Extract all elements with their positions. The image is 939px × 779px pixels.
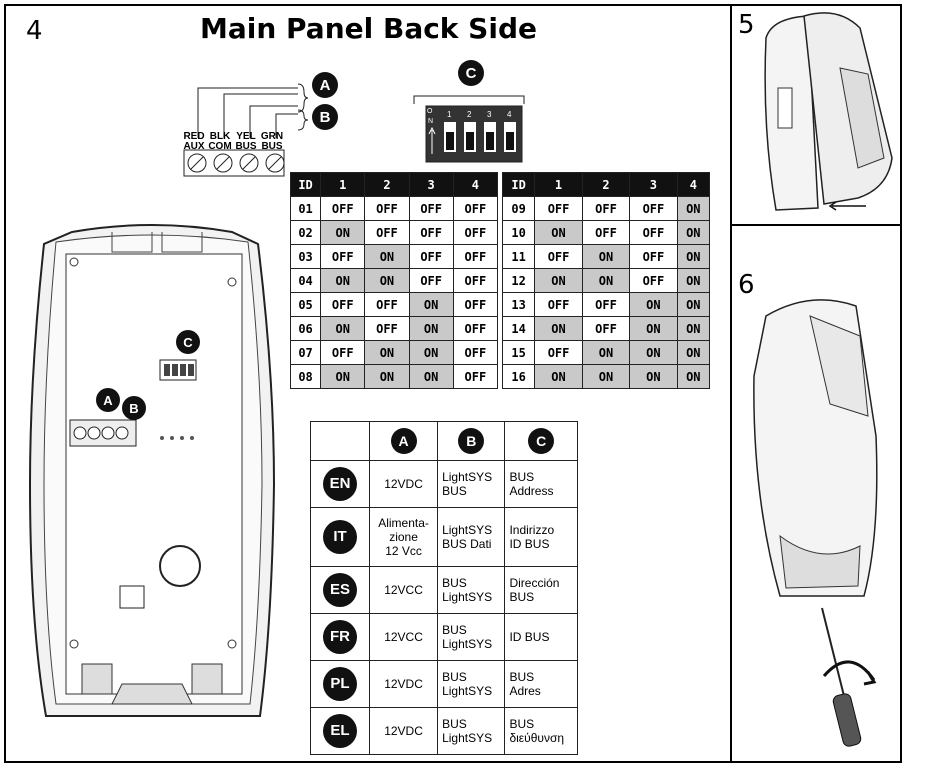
language-row xyxy=(311,708,578,755)
switch-state-cell: ON xyxy=(321,365,365,389)
switch-state-cell: ON xyxy=(677,245,709,269)
switch-state-cell: ON xyxy=(409,365,453,389)
id-table-row xyxy=(291,245,498,269)
switch-state-cell: OFF xyxy=(630,245,677,269)
switch-state-cell: ON xyxy=(630,317,677,341)
switch-state-cell: OFF xyxy=(535,245,582,269)
language-badge: PL xyxy=(323,667,357,701)
language-value-a: Alimenta- zione 12 Vcc xyxy=(370,508,438,567)
id-table-row xyxy=(291,341,498,365)
language-badge: ES xyxy=(323,573,357,607)
id-table-header-cell: 3 xyxy=(409,173,453,197)
id-table-row xyxy=(503,293,710,317)
language-row xyxy=(311,614,578,661)
language-table-header-row xyxy=(311,422,578,461)
id-table-header-cell: 2 xyxy=(582,173,629,197)
switch-state-cell: OFF xyxy=(582,293,629,317)
switch-state-cell: OFF xyxy=(365,221,409,245)
language-cell xyxy=(311,461,370,508)
id-table-header-cell: 4 xyxy=(453,173,497,197)
switch-state-cell: OFF xyxy=(453,317,497,341)
switch-state-cell: ON xyxy=(677,341,709,365)
switch-state-cell: ON xyxy=(535,269,582,293)
main-panel-illustration xyxy=(22,224,284,734)
switch-state-cell: OFF xyxy=(409,197,453,221)
dip-number-2: 2 xyxy=(467,110,472,119)
step-5-number: 5 xyxy=(738,10,755,40)
language-badge: IT xyxy=(323,520,357,554)
switch-state-cell: OFF xyxy=(453,245,497,269)
id-table-row xyxy=(291,269,498,293)
language-cell xyxy=(311,661,370,708)
terminal-label-1: RED AUX xyxy=(183,131,205,152)
id-cell: 05 xyxy=(291,293,321,317)
switch-state-cell: OFF xyxy=(365,293,409,317)
switch-state-cell: OFF xyxy=(630,269,677,293)
switch-state-cell: ON xyxy=(535,365,582,389)
language-cell xyxy=(311,567,370,614)
switch-state-cell: ON xyxy=(535,221,582,245)
language-table-header-cell xyxy=(370,422,438,461)
switch-state-cell: OFF xyxy=(453,365,497,389)
id-table-header-cell: 1 xyxy=(535,173,582,197)
switch-state-cell: ON xyxy=(365,365,409,389)
id-table-right xyxy=(502,172,710,389)
switch-state-cell: ON xyxy=(677,221,709,245)
language-value-c: BUS Address xyxy=(505,461,578,508)
language-value-b: BUS LightSYS xyxy=(438,661,505,708)
id-cell: 02 xyxy=(291,221,321,245)
switch-state-cell: ON xyxy=(630,293,677,317)
language-value-a: 12VDC xyxy=(370,661,438,708)
column-callout: A xyxy=(391,428,417,454)
dip-number-4: 4 xyxy=(507,110,512,119)
switch-state-cell: OFF xyxy=(535,341,582,365)
id-cell: 10 xyxy=(503,221,535,245)
language-table-header-cell xyxy=(505,422,578,461)
switch-state-cell: OFF xyxy=(630,221,677,245)
switch-state-cell: ON xyxy=(630,341,677,365)
id-table-header-cell: ID xyxy=(291,173,321,197)
id-table-row xyxy=(503,245,710,269)
id-cell: 13 xyxy=(503,293,535,317)
id-table-header-row xyxy=(503,173,710,197)
id-table-left xyxy=(290,172,498,389)
id-cell: 12 xyxy=(503,269,535,293)
language-table-corner xyxy=(311,422,370,461)
language-row xyxy=(311,508,578,567)
language-value-c: BUS διεύθυνση xyxy=(505,708,578,755)
id-cell: 14 xyxy=(503,317,535,341)
language-value-a: 12VCC xyxy=(370,614,438,661)
switch-state-cell: OFF xyxy=(365,197,409,221)
id-cell: 03 xyxy=(291,245,321,269)
panel-callout-b: B xyxy=(122,396,146,420)
switch-state-cell: OFF xyxy=(630,197,677,221)
switch-state-cell: OFF xyxy=(321,293,365,317)
switch-state-cell: ON xyxy=(409,317,453,341)
terminal-label-3: YEL BUS xyxy=(235,131,257,152)
switch-state-cell: OFF xyxy=(453,269,497,293)
language-value-c: Indirizzo ID BUS xyxy=(505,508,578,567)
switch-state-cell: OFF xyxy=(453,221,497,245)
id-table-header-cell: 2 xyxy=(365,173,409,197)
switch-state-cell: ON xyxy=(365,245,409,269)
switch-state-cell: OFF xyxy=(453,197,497,221)
panel-callout-c: C xyxy=(176,330,200,354)
switch-state-cell: OFF xyxy=(453,293,497,317)
id-table-row xyxy=(291,365,498,389)
id-table-header-cell: 4 xyxy=(677,173,709,197)
id-cell: 16 xyxy=(503,365,535,389)
switch-state-cell: ON xyxy=(630,365,677,389)
language-value-c: BUS Adres xyxy=(505,661,578,708)
language-value-b: BUS LightSYS xyxy=(438,708,505,755)
switch-state-cell: OFF xyxy=(582,197,629,221)
switch-state-cell: OFF xyxy=(321,245,365,269)
language-row xyxy=(311,461,578,508)
language-value-a: 12VCC xyxy=(370,567,438,614)
switch-state-cell: OFF xyxy=(409,269,453,293)
column-callout: B xyxy=(458,428,484,454)
language-value-b: LightSYS BUS Dati xyxy=(438,508,505,567)
id-table-header-row xyxy=(291,173,498,197)
dip-on-label: N xyxy=(428,118,434,125)
language-table xyxy=(310,421,578,755)
language-table-header-cell xyxy=(438,422,505,461)
switch-state-cell: ON xyxy=(409,341,453,365)
id-table-header-cell: 1 xyxy=(321,173,365,197)
id-cell: 01 xyxy=(291,197,321,221)
language-value-c: Dirección BUS xyxy=(505,567,578,614)
switch-state-cell: OFF xyxy=(409,245,453,269)
id-table-row xyxy=(503,269,710,293)
language-value-b: BUS LightSYS xyxy=(438,614,505,661)
terminal-label-4: GRN BUS xyxy=(260,131,284,152)
panel-callout-a: A xyxy=(96,388,120,412)
switch-state-cell: OFF xyxy=(409,221,453,245)
switch-state-cell: ON xyxy=(582,245,629,269)
id-cell: 06 xyxy=(291,317,321,341)
id-table-row xyxy=(503,197,710,221)
id-cell: 07 xyxy=(291,341,321,365)
column-callout: C xyxy=(528,428,554,454)
language-row xyxy=(311,567,578,614)
id-table-row xyxy=(503,365,710,389)
language-value-b: LightSYS BUS xyxy=(438,461,505,508)
switch-state-cell: ON xyxy=(365,341,409,365)
switch-state-cell: OFF xyxy=(321,197,365,221)
switch-state-cell: ON xyxy=(677,293,709,317)
language-cell xyxy=(311,614,370,661)
switch-state-cell: OFF xyxy=(535,197,582,221)
callout-b: B xyxy=(312,104,338,130)
language-value-c: ID BUS xyxy=(505,614,578,661)
language-value-a: 12VDC xyxy=(370,708,438,755)
id-table-header-cell: 3 xyxy=(630,173,677,197)
callout-c: C xyxy=(458,60,484,86)
switch-state-cell: ON xyxy=(582,269,629,293)
id-cell: 08 xyxy=(291,365,321,389)
language-badge: EN xyxy=(323,467,357,501)
id-cell: 15 xyxy=(503,341,535,365)
id-table-header-cell: ID xyxy=(503,173,535,197)
language-badge: EL xyxy=(323,714,357,748)
switch-state-cell: ON xyxy=(321,221,365,245)
switch-state-cell: ON xyxy=(535,317,582,341)
id-table-row xyxy=(503,317,710,341)
switch-state-cell: ON xyxy=(321,269,365,293)
language-row xyxy=(311,661,578,708)
id-table-row xyxy=(503,221,710,245)
switch-state-cell: ON xyxy=(582,365,629,389)
id-table-row xyxy=(291,317,498,341)
language-cell xyxy=(311,708,370,755)
switch-state-cell: OFF xyxy=(321,341,365,365)
step5-illustration xyxy=(748,8,898,218)
language-cell xyxy=(311,508,370,567)
id-table-row xyxy=(291,221,498,245)
switch-state-cell: ON xyxy=(321,317,365,341)
language-badge: FR xyxy=(323,620,357,654)
id-table-row xyxy=(503,341,710,365)
step6-illustration xyxy=(740,296,898,756)
switch-state-cell: ON xyxy=(677,197,709,221)
switch-state-cell: ON xyxy=(409,293,453,317)
id-cell: 09 xyxy=(503,197,535,221)
callout-a: A xyxy=(312,72,338,98)
switch-state-cell: ON xyxy=(365,269,409,293)
switch-state-cell: ON xyxy=(677,365,709,389)
switch-state-cell: OFF xyxy=(582,221,629,245)
dip-switch xyxy=(412,94,528,168)
switch-state-cell: OFF xyxy=(453,341,497,365)
id-cell: 04 xyxy=(291,269,321,293)
id-table-row xyxy=(291,197,498,221)
dip-off-label: O xyxy=(427,108,433,115)
dip-number-1: 1 xyxy=(447,110,452,119)
language-value-b: BUS LightSYS xyxy=(438,567,505,614)
switch-state-cell: ON xyxy=(677,317,709,341)
step-4-number: 4 xyxy=(26,16,43,46)
terminal-label-2: BLK COM xyxy=(208,131,232,152)
switch-state-cell: OFF xyxy=(365,317,409,341)
switch-state-cell: ON xyxy=(677,269,709,293)
id-cell: 11 xyxy=(503,245,535,269)
dip-number-3: 3 xyxy=(487,110,492,119)
step-6-number: 6 xyxy=(738,270,755,300)
switch-state-cell: ON xyxy=(582,341,629,365)
id-table-row xyxy=(291,293,498,317)
language-value-a: 12VDC xyxy=(370,461,438,508)
switch-state-cell: OFF xyxy=(535,293,582,317)
page-title: Main Panel Back Side xyxy=(200,12,537,45)
switch-state-cell: OFF xyxy=(582,317,629,341)
